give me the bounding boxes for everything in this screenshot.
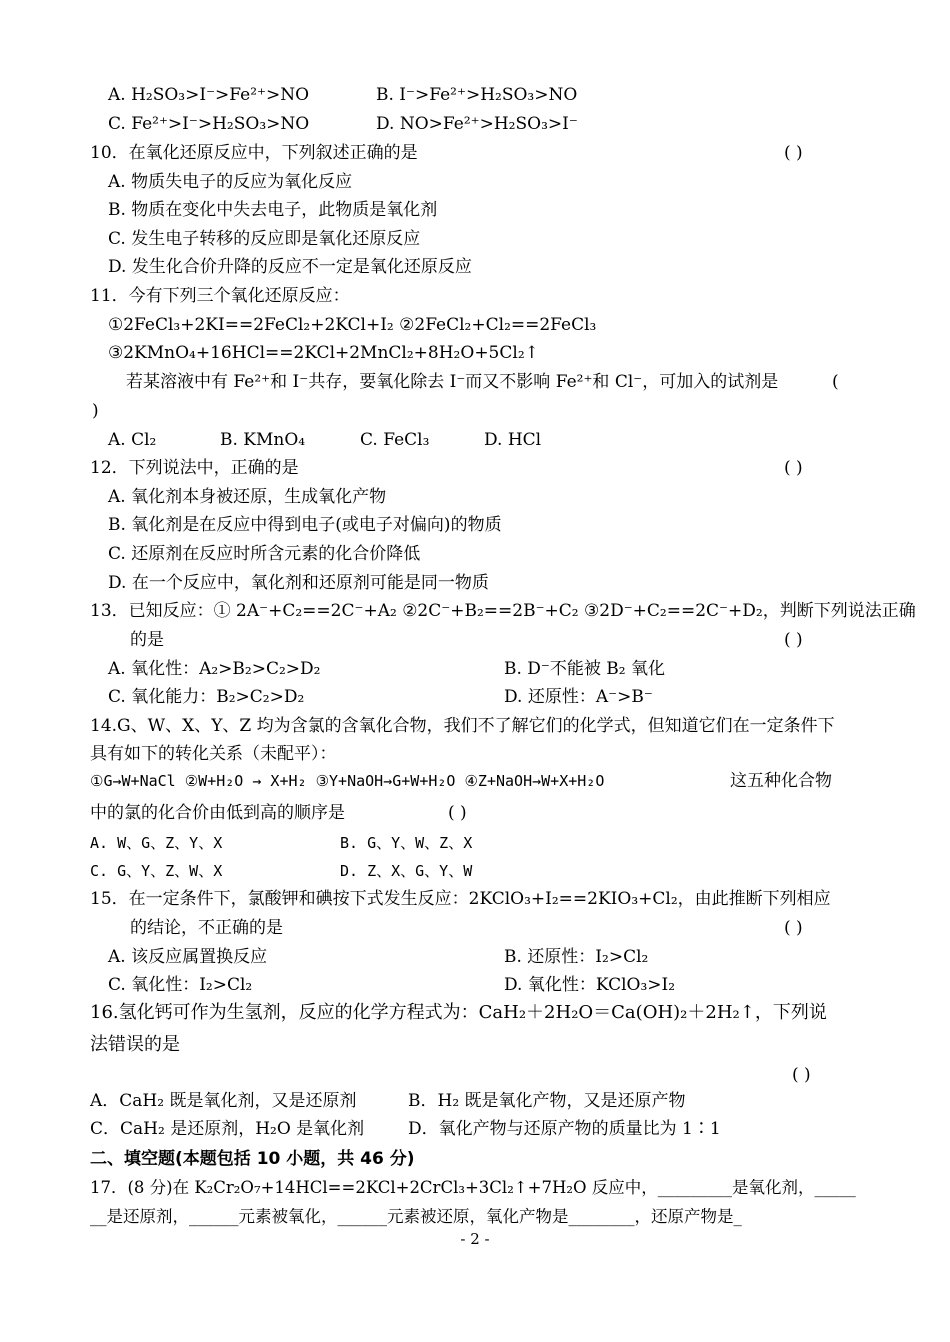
q16-answer-paren: ( ) — [792, 1065, 811, 1085]
q10-option-a: A. 物质失电子的反应为氧化反应 — [108, 172, 353, 192]
q14-reactions-tail: 这五种化合物 — [730, 771, 832, 791]
q9-option-a: A. H₂SO₃>I⁻>Fe²⁺>NO — [108, 85, 310, 105]
q13-stem-cont: 的是 — [130, 630, 164, 650]
q11-reaction-3: ③2KMnO₄+16HCl==2KCl+2MnCl₂+8H₂O+5Cl₂↑ — [108, 343, 539, 363]
q10-option-d: D. 发生化合价升降的反应不一定是氧化还原反应 — [108, 257, 472, 277]
q16-option-b: B．H₂ 既是氧化产物，又是还原产物 — [408, 1091, 686, 1111]
q17-line-1: 17．(8 分)在 K₂Cr₂O₇+14HCl==2KCl+2CrCl₃+3Cl₂↑+7H₂O 反应中，_________是氧化剂，_____ — [90, 1178, 856, 1197]
q9-option-c: C. Fe²⁺>I⁻>H₂SO₃>NO — [108, 114, 310, 134]
q15-option-a: A. 该反应属置换反应 — [108, 947, 268, 967]
q13-option-c: C. 氧化能力：B₂>C₂>D₂ — [108, 687, 305, 707]
q13-option-a: A. 氧化性：A₂>B₂>C₂>D₂ — [108, 659, 321, 679]
q11-paren-close: ) — [92, 401, 99, 421]
q15-option-d: D. 氧化性：KClO₃>I₂ — [504, 975, 676, 995]
q16-option-d: D．氧化产物与还原产物的质量比为 1∶1 — [408, 1119, 721, 1139]
q15-option-b: B. 还原性：I₂>Cl₂ — [504, 947, 649, 967]
q10-stem: 10．在氧化还原反应中，下列叙述正确的是 — [90, 143, 418, 163]
q15-stem-cont: 的结论，不正确的是 — [130, 918, 283, 938]
q14-option-c: C. G、Y、Z、W、X — [90, 862, 223, 880]
q9-option-b: B. I⁻>Fe²⁺>H₂SO₃>NO — [376, 85, 578, 105]
q13-stem: 13．已知反应：① 2A⁻+C₂==2C⁻+A₂ ②2C⁻+B₂==2B⁻+C₂ ③2D⁻+C₂==2C⁻+D₂，判断下列说法正确 — [90, 601, 916, 621]
q15-stem: 15．在一定条件下，氯酸钾和碘按下式发生反应：2KClO₃+I₂==2KIO₃+Cl₂，由此推断下列相应 — [90, 889, 831, 909]
q11-option-b: B. KMnO₄ — [220, 430, 306, 450]
q16-option-a: A．CaH₂ 既是氧化剂，又是还原剂 — [90, 1091, 357, 1111]
q14-option-a: A. W、G、Z、Y、X — [90, 834, 223, 852]
q14-answer-paren: ( ) — [448, 803, 467, 823]
q11-option-d: D. HCl — [484, 430, 542, 450]
q13-answer-paren: ( ) — [784, 630, 803, 650]
q16-stem-cont: 法错误的是 — [90, 1034, 180, 1055]
q11-reactions-1-2: ①2FeCl₃+2KI==2FeCl₂+2KCl+I₂ ②2FeCl₂+Cl₂==2FeCl₃ — [108, 315, 597, 335]
q14-option-d: D. Z、X、G、Y、W — [340, 862, 473, 880]
q16-option-c: C．CaH₂ 是还原剂，H₂O 是氧化剂 — [90, 1119, 365, 1139]
q14-option-b: B. G、Y、W、Z、X — [340, 834, 473, 852]
q10-option-c: C. 发生电子转移的反应即是氧化还原反应 — [108, 229, 421, 249]
q16-stem: 16.氢化钙可作为生氢剂，反应的化学方程式为：CaH₂＋2H₂O＝Ca(OH)₂＋2H₂↑，下列说 — [90, 1002, 827, 1023]
q12-answer-paren: ( ) — [784, 458, 803, 478]
q12-option-d: D. 在一个反应中，氧化剂和还原剂可能是同一物质 — [108, 573, 489, 593]
q11-option-a: A. Cl₂ — [108, 430, 157, 450]
q14-stem-cont: 具有如下的转化关系（未配平）： — [90, 744, 337, 764]
q13-option-b: B. D⁻不能被 B₂ 氧化 — [504, 659, 666, 679]
q11-question: 若某溶液中有 Fe²⁺和 I⁻共存，要氧化除去 I⁻而又不影响 Fe²⁺和 Cl⁻，可加入的试剂是 — [126, 372, 779, 392]
q12-option-a: A. 氧化剂本身被还原，生成氧化产物 — [108, 487, 387, 507]
page-number: - 2 - — [460, 1230, 490, 1248]
q14-stem-question: 中的氯的化合价由低到高的顺序是 — [90, 803, 345, 823]
q12-option-b: B. 氧化剂是在反应中得到电子(或电子对偏向)的物质 — [108, 515, 502, 535]
section-heading-fill-in: 二、填空题(本题包括 10 小题，共 46 分) — [90, 1149, 415, 1169]
q14-reactions: ①G→W+NaCl ②W+H₂O → X+H₂ ③Y+NaOH→G+W+H₂O ④Z+NaOH→W+X+H₂O — [90, 772, 605, 790]
q10-option-b: B. 物质在变化中失去电子，此物质是氧化剂 — [108, 200, 438, 220]
q17-line-2: __是还原剂，______元素被氧化，______元素被还原，氧化产物是________，还原产物是_ — [90, 1207, 742, 1226]
q12-stem: 12．下列说法中，正确的是 — [90, 458, 299, 478]
q15-option-c: C. 氧化性：I₂>Cl₂ — [108, 975, 253, 995]
q15-answer-paren: ( ) — [784, 918, 803, 938]
q11-stem: 11．今有下列三个氧化还原反应： — [90, 286, 350, 306]
q11-paren-open: ( — [832, 372, 839, 392]
q14-stem: 14.G、W、X、Y、Z 均为含氯的含氧化合物，我们不了解它们的化学式，但知道它们在一定条件下 — [90, 716, 835, 736]
q10-answer-paren: ( ) — [784, 143, 803, 163]
q12-option-c: C. 还原剂在反应时所含元素的化合价降低 — [108, 544, 421, 564]
q13-option-d: D. 还原性：A⁻>B⁻ — [504, 687, 653, 707]
q9-option-d: D. NO>Fe²⁺>H₂SO₃>I⁻ — [376, 114, 578, 134]
q11-option-c: C. FeCl₃ — [360, 430, 430, 450]
